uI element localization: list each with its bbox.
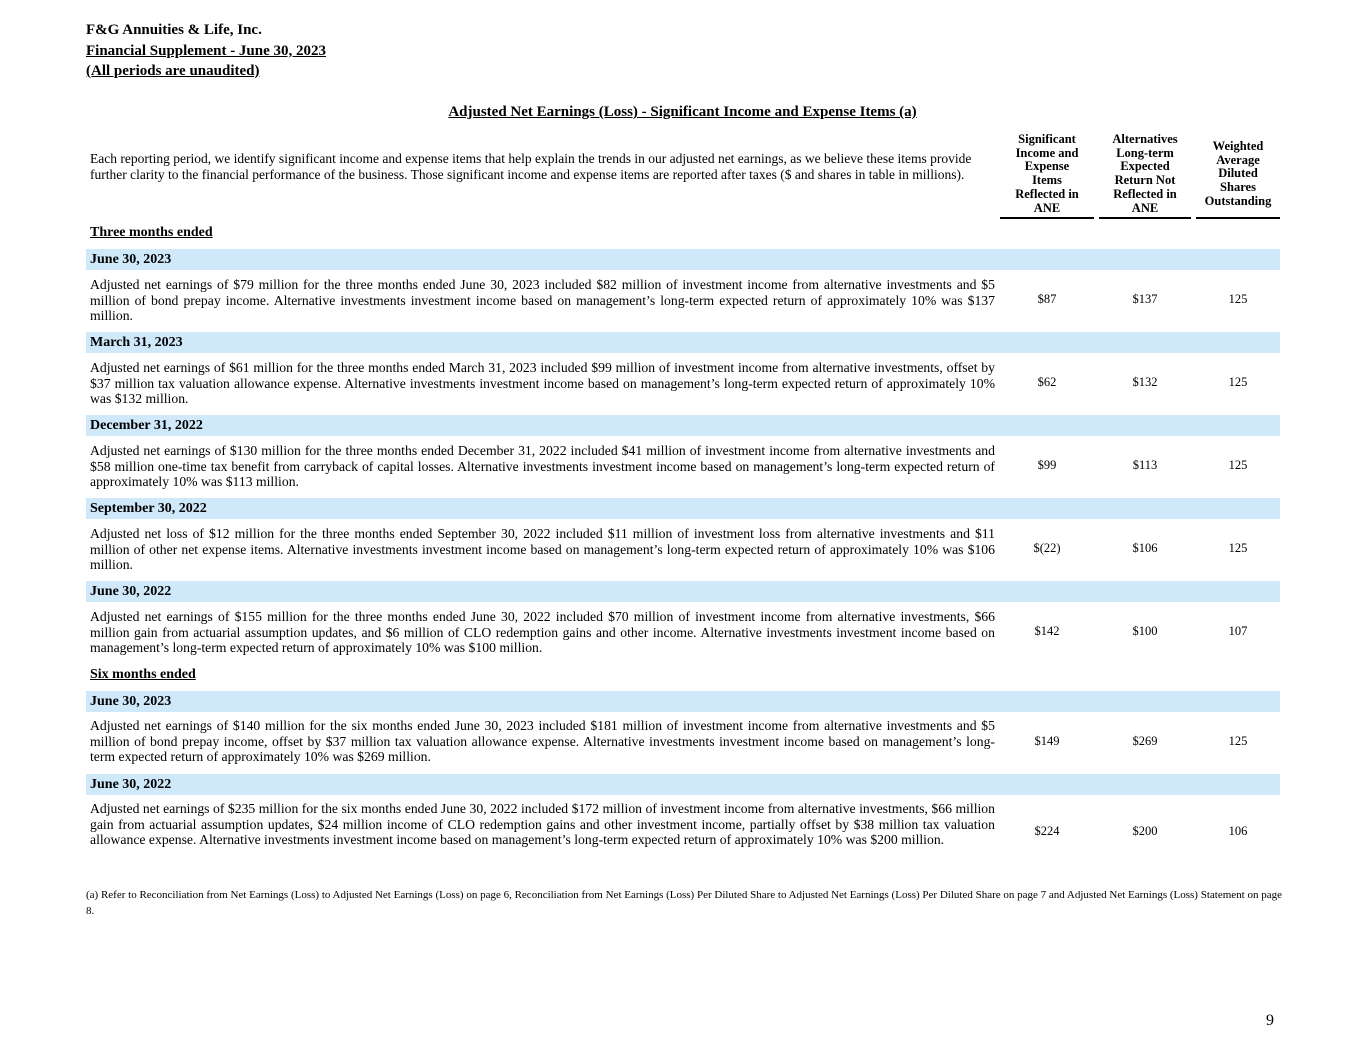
period-band	[86, 691, 1280, 712]
column-header-significant-items	[1000, 133, 1094, 215]
column-header-line: Reflected in	[1015, 186, 1079, 201]
period-label: June 30, 2023	[90, 694, 172, 709]
column-header-line: Expected	[1120, 159, 1170, 174]
period-label: December 31, 2022	[90, 418, 203, 433]
period-band	[86, 332, 1280, 353]
column-header-rule	[1196, 217, 1280, 219]
alternatives-return-value: $137	[1132, 292, 1158, 306]
significant-items-value: $62	[1037, 375, 1057, 389]
column-header-line: Income and	[1015, 145, 1079, 160]
column-header-alternatives-return	[1099, 133, 1191, 215]
weighted-shares-value: 107	[1228, 624, 1248, 638]
column-header-rule	[1000, 217, 1094, 219]
document-header	[86, 20, 326, 82]
column-header-weighted-shares	[1196, 140, 1280, 209]
section-six-months: Six months ended	[90, 667, 196, 682]
row-description: Adjusted net earnings of $79 million for the three months ended June 30, 2023 included $82 million of investment income from alternative investments and $5 million of bond prepay income. Alternative investments investment income based on management’s long-term expected return of approximately 10% was $137 million.	[90, 277, 995, 324]
intro-paragraph: Each reporting period, we identify significant income and expense items that help explain the trends in our adjusted net earnings, as we believe these items provide further clarity to the financial performance of the business. Those significant income and expense items are reported after taxes ($ and shares in table in millions).	[90, 151, 972, 182]
column-header-line: Return Not	[1114, 173, 1176, 188]
alternatives-return-value: $269	[1132, 734, 1158, 748]
company-name: F&G Annuities & Life, Inc.	[86, 22, 262, 38]
weighted-shares-value: 106	[1228, 824, 1248, 838]
supplement-title: Financial Supplement - June 30, 2023	[86, 42, 327, 59]
alternatives-return-value: $106	[1132, 541, 1158, 555]
column-header-rule	[1099, 217, 1191, 219]
column-header-line: Average	[1216, 152, 1260, 167]
period-band	[86, 774, 1280, 795]
row-description: Adjusted net earnings of $235 million for the six months ended June 30, 2022 included $172 million of investment income from alternative investments, $66 million gain from actuarial assumption updates, $24 million income of CLO redemption gains and other investment income, partially offset by $38 million tax valuation allowance expense. Alternative investments investment income based on management’s long-term expected return of approximately 10% was $200 million.	[90, 801, 995, 848]
column-header-line: Outstanding	[1204, 193, 1272, 208]
significant-items-value: $224	[1034, 824, 1060, 838]
period-label: September 30, 2022	[90, 501, 207, 516]
unaudited-note: (All periods are unaudited)	[86, 63, 260, 79]
row-description: Adjusted net earnings of $155 million for the three months ended June 30, 2022 included $70 million of investment income from alternative investments, $66 million gain from actuarial assumption updates, and $6 million of CLO redemption gains and other income. Alternative investments investment income based on management’s long-term expected return of approximately 10% was $100 million.	[90, 609, 995, 656]
period-band	[86, 581, 1280, 602]
column-header-line: Weighted	[1212, 139, 1264, 153]
alternatives-return-value: $113	[1132, 458, 1158, 472]
period-band	[86, 415, 1280, 436]
column-header-line: Expense	[1024, 159, 1070, 174]
significant-items-value: $(22)	[1033, 541, 1061, 555]
alternatives-return-value: $132	[1132, 375, 1158, 389]
footnote: (a) Refer to Reconciliation from Net Earnings (Loss) to Adjusted Net Earnings (Loss) on page 6, Reconciliation from Net Earnings (Loss) Per Diluted Share to Adjusted Net Earnings (Loss) Per Diluted Share on page 7 and Adjusted Net Earnings (Loss) Statement on page 8.	[86, 889, 1282, 917]
weighted-shares-value: 125	[1228, 734, 1248, 748]
weighted-shares-value: 125	[1228, 292, 1248, 306]
row-description: Adjusted net earnings of $140 million for the six months ended June 30, 2023 included $181 million of investment income from alternative investments and $5 million of bond prepay income, offset by $37 million tax valuation allowance expense. Alternative investments investment income based on management’s long-term expected return of approximately 10% was $269 million.	[90, 718, 995, 765]
column-header-line: ANE	[1033, 200, 1061, 215]
row-description: Adjusted net loss of $12 million for the three months ended September 30, 2022 included $11 million of investment loss from alternative investments and $11 million of other net expense items. Alternative investments investment income based on management’s long-term expected return of approximately 10% was $106 million.	[90, 526, 995, 573]
column-header-line: Reflected in	[1113, 186, 1177, 201]
column-header-line: Alternatives	[1112, 132, 1178, 146]
period-label: June 30, 2022	[90, 777, 172, 792]
period-band	[86, 249, 1280, 270]
significant-items-value: $87	[1037, 292, 1057, 306]
page-title: Adjusted Net Earnings (Loss) - Significant Income and Expense Items (a)	[448, 104, 917, 120]
significant-items-value: $99	[1037, 458, 1057, 472]
significant-items-value: $149	[1034, 734, 1060, 748]
significant-items-value: $142	[1034, 624, 1060, 638]
column-header-line: Diluted	[1218, 166, 1258, 181]
column-header-line: ANE	[1131, 200, 1159, 215]
weighted-shares-value: 125	[1228, 458, 1248, 472]
section-three-months: Three months ended	[90, 225, 213, 240]
period-label: June 30, 2022	[90, 584, 172, 599]
weighted-shares-value: 125	[1228, 541, 1248, 555]
alternatives-return-value: $200	[1132, 824, 1158, 838]
period-band	[86, 498, 1280, 519]
page-number: 9	[1266, 1012, 1274, 1029]
column-header-line: Long-term	[1116, 145, 1174, 160]
row-description: Adjusted net earnings of $130 million for the three months ended December 31, 2022 included $41 million of investment income from alternative investments and $58 million one-time tax benefit from carryback of capital losses. Alternative investments investment income based on management’s long-term expected return of approximately 10% was $113 million.	[90, 443, 995, 490]
weighted-shares-value: 125	[1228, 375, 1248, 389]
column-header-line: Shares	[1220, 180, 1256, 195]
period-label: March 31, 2023	[90, 335, 183, 350]
period-label: June 30, 2023	[90, 252, 172, 267]
alternatives-return-value: $100	[1132, 624, 1158, 638]
column-header-line: Items	[1032, 173, 1062, 188]
column-header-line: Significant	[1018, 132, 1076, 146]
row-description: Adjusted net earnings of $61 million for the three months ended March 31, 2023 included $99 million of investment income from alternative investments, offset by $37 million tax valuation allowance expense. Alternative investments investment income based on management’s long-term expected return of approximately 10% was $132 million.	[90, 360, 995, 407]
